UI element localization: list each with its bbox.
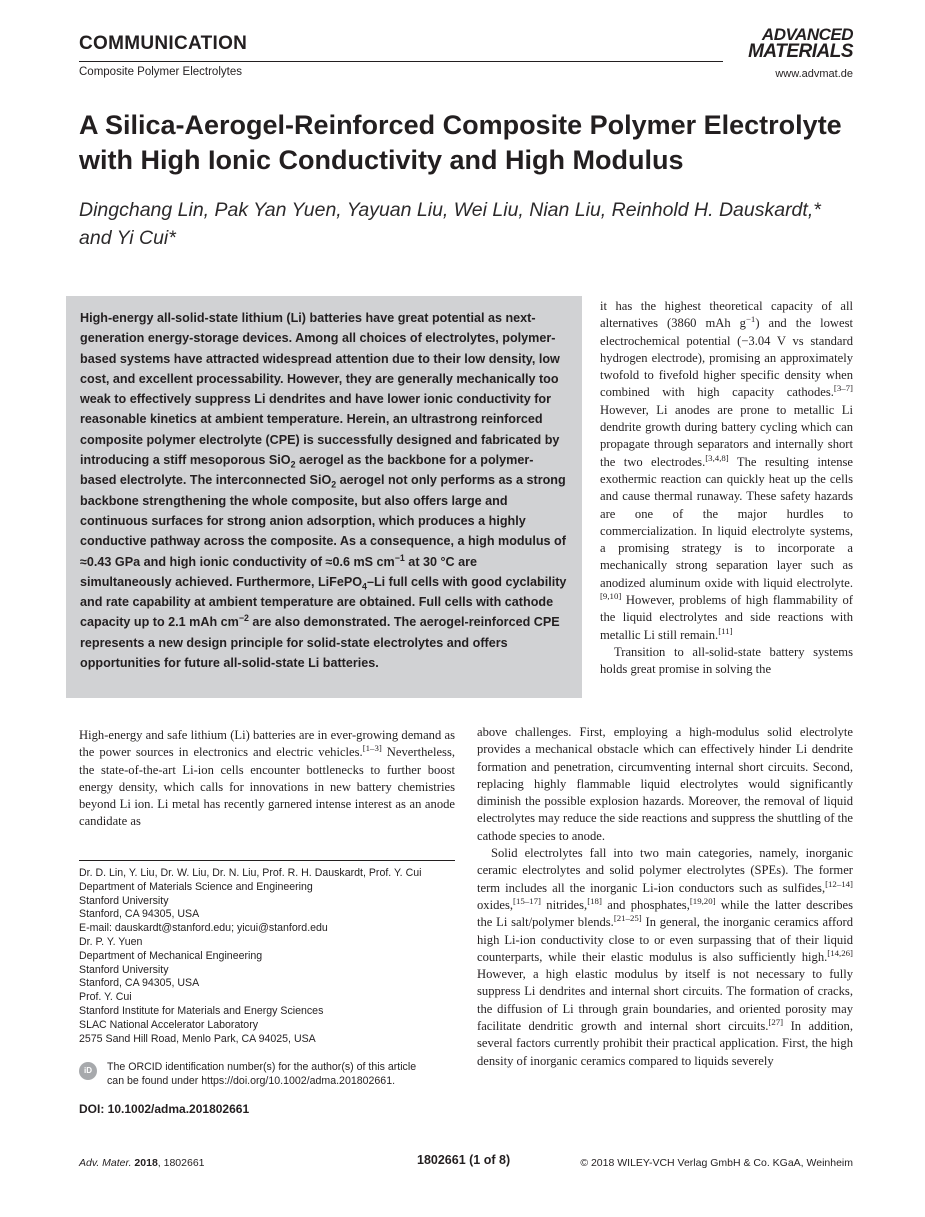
- citation-ref[interactable]: [11]: [718, 625, 733, 636]
- text-segment: oxides,: [477, 897, 514, 912]
- text-segment: In general, the inorganic ceramics afford high Li-ion conductivity close to or even surpassing that of their liquid counterparts, while their elastic modulus is also sufficiently high.: [477, 915, 853, 964]
- paragraph: [477, 845, 853, 1070]
- citation-ref[interactable]: [21–25]: [613, 913, 642, 924]
- journal-website[interactable]: www.advmat.de: [775, 68, 853, 80]
- doi-label[interactable]: DOI: 10.1002/adma.201802661: [79, 1102, 250, 1116]
- citation-ref[interactable]: [12–14]: [825, 878, 853, 889]
- affiliation-line: 2575 Sand Hill Road, Menlo Park, CA 94025, USA: [79, 1032, 316, 1045]
- paragraph: Transition to all-solid-state battery systems holds great promise in solving the: [600, 644, 853, 677]
- citation-ref[interactable]: [3–7]: [833, 383, 853, 394]
- journal-year: 2018: [131, 1157, 158, 1169]
- email-line[interactable]: E-mail: dauskardt@stanford.edu; yicui@stanford.edu: [79, 922, 328, 935]
- paragraph: [79, 727, 455, 831]
- affiliation-rule: [79, 860, 455, 861]
- abstract-segment: High-energy all-solid-state lithium (Li) batteries have great potential as next-generation energy-storage devices. Among all choices of electrolytes, polymer-based systems have attracted widespread attention due to their low density, low cost, and excellent processability. However, they are generally mechanically too weak to effectively suppress Li dendrites and have lower ionic conductivity for reasonable kinetics at ambient temperature. Herein, an ultrastrong reinforced composite polymer electrolyte (CPE) is successfully designed and fabricated by introducing a stiff mesoporous SiO: [80, 311, 560, 468]
- affiliation-line: SLAC National Accelerator Laboratory: [79, 1018, 259, 1031]
- orcid-line-1: The ORCID identification number(s) for the author(s) of this article: [107, 1061, 417, 1073]
- article-number: , 1802661: [157, 1157, 205, 1169]
- section-topic: Composite Polymer Electrolytes: [79, 66, 242, 78]
- affiliations: [79, 867, 459, 1046]
- affiliation-line: Stanford Institute for Materials and Energy Sciences: [79, 1004, 324, 1017]
- superscript: −2: [238, 613, 249, 624]
- orcid-icon: iD: [79, 1062, 97, 1080]
- citation-ref[interactable]: [14,26]: [827, 947, 853, 958]
- citation-ref[interactable]: [19,20]: [689, 895, 716, 906]
- superscript: −1: [745, 314, 756, 325]
- text-segment: However, problems of high flammability of the liquid electrolytes and side reactions with metallic Li still remain.: [600, 593, 853, 642]
- text-segment: it has the highest theoretical capacity of all alternatives (3860 mAh g: [600, 299, 853, 331]
- affiliation-line: Dr. D. Lin, Y. Liu, Dr. W. Liu, Dr. N. Liu, Prof. R. H. Dauskardt, Prof. Y. Cui: [79, 867, 422, 879]
- subscript: 2: [331, 479, 337, 490]
- copyright-notice: © 2018 WILEY-VCH Verlag GmbH & Co. KGaA, Weinheim: [580, 1157, 853, 1169]
- abstract-text: [80, 308, 568, 673]
- affiliation-line: Stanford, CA 94305, USA: [79, 908, 200, 921]
- affiliation-line: Department of Mechanical Engineering: [79, 949, 263, 962]
- affiliation-line: Dr. P. Y. Yuen: [79, 935, 143, 948]
- text-segment: In addition, several factors currently prohibit their practical application. First, the high density of inorganic ceramics compared to liquids severely: [477, 1019, 853, 1068]
- text-segment: while the latter describes the Li salt/polymer blends.: [477, 897, 853, 930]
- abstract-segment: –Li full cells with good cyclability and rate capability at ambient temperature are obtained. Full cells with cathode capacity up to 2.1 mAh cm: [80, 574, 567, 630]
- body-left: [79, 727, 455, 831]
- subscript: 2: [290, 459, 296, 470]
- orcid-note: [107, 1061, 467, 1089]
- header-rule: [79, 61, 723, 62]
- citation-ref[interactable]: [3,4,8]: [705, 452, 729, 463]
- author-list: [79, 196, 869, 252]
- citation-ref[interactable]: [9,10]: [600, 590, 622, 601]
- abstract-box: [66, 296, 582, 698]
- page-number: 1802661 (1 of 8): [417, 1153, 511, 1167]
- body-right-bottom: [477, 724, 853, 1070]
- text-segment: Nevertheless, the state-of-the-art Li-ion cells encounter bottlenecks to further boost energy density, which calls for innovations in new battery chemistries beyond Li ion. Li metal has recently garnered intense interest as an anode candidate as: [79, 745, 455, 829]
- abstract-segment: aerogel as the backbone for a polymer-based electrolyte. The interconnected SiO: [80, 453, 534, 488]
- journal-name: Adv. Mater.: [79, 1157, 132, 1169]
- title-line-1: A Silica-Aerogel-Reinforced Composite Polymer Electrolyte: [79, 110, 842, 140]
- authors-line-1: Dingchang Lin, Pak Yan Yuen, Yayuan Liu, Wei Liu, Nian Liu, Reinhold H. Dauskardt,*: [79, 199, 821, 221]
- text-segment: and phosphates,: [601, 897, 690, 912]
- abstract-segment: aerogel not only performs as a strong backbone strengthening the whole composite, but also offers large and continuous surfaces for strong anion adsorption, which produces a highly conductive pathway across the composite. As a consequence, a high modulus of ≈0.43 GPa and high ionic conductivity of ≈0.6 mS cm: [80, 473, 566, 569]
- affiliation-line: Prof. Y. Cui: [79, 991, 132, 1004]
- superscript: −1: [394, 552, 405, 563]
- logo-line-2: MATERIALS: [748, 41, 853, 62]
- abstract-segment: at 30 °C are simultaneously achieved. Furthermore, LiFePO: [80, 554, 478, 589]
- text-segment: However, a high elastic modulus by itself is not necessary to fully suppress Li dendrites and internal short circuits. The formation of cracks, the diffusion of Li through grain boundaries, and oriented porosity may facilitate dendritic growth and internal short circuits.: [477, 967, 853, 1034]
- journal-logo: [731, 26, 853, 64]
- orcid-line-2[interactable]: can be found under https://doi.org/10.1002/adma.201802661.: [107, 1074, 396, 1087]
- text-segment: ) and the lowest electrochemical potential (−3.04 V vs standard hydrogen electrode), promising an approximately twofold to fivefold higher specific density when combined with high capacity cathodes.: [600, 316, 853, 400]
- paragraph: [600, 298, 853, 644]
- citation-ref[interactable]: [15–17]: [513, 895, 541, 906]
- abstract-segment: are also demonstrated. The aerogel-reinforced CPE represents a new design principle for solid-state electrolytes and offers opportunities for future all-solid-state Li batteries.: [80, 615, 560, 671]
- affiliation-line: Stanford, CA 94305, USA: [79, 977, 200, 990]
- affiliation-line: Department of Materials Science and Engineering: [79, 880, 313, 893]
- citation-ref[interactable]: [27]: [768, 1016, 784, 1027]
- citation-ref[interactable]: [18]: [587, 895, 602, 906]
- text-segment: Solid electrolytes fall into two main categories, namely, inorganic ceramic electrolytes and solid polymer electrolytes (SPEs). The former term includes all the inorganic Li-ion conductors such as sulfides,: [477, 846, 853, 895]
- title-line-2: with High Ionic Conductivity and High Modulus: [79, 145, 684, 175]
- affiliation-line: Stanford University: [79, 894, 169, 907]
- text-segment: High-energy and safe lithium (Li) batteries are in ever-growing demand as the power sources in electronics and electric vehicles.: [79, 728, 455, 760]
- citation-ref[interactable]: [1–3]: [362, 743, 382, 754]
- article-type-label: COMMUNICATION: [79, 33, 248, 54]
- text-segment: The resulting intense exothermic reaction can quickly heat up the cells and cause thermal runaway. These safety hazards are one of the major hurdles to commercialization. In liquid electrolyte systems, a promising strategy is to incorporate a mechanically strong separation layer such as anodized aluminum oxide with liquid electrolyte.: [600, 454, 853, 590]
- text-segment: However, Li anodes are prone to metallic Li dendrite growth during battery cycling which can propagate through separators and internally short the two electrodes.: [600, 402, 853, 469]
- authors-line-2: and Yi Cui*: [79, 227, 176, 249]
- body-right-top: [600, 298, 853, 679]
- affiliation-line: Stanford University: [79, 963, 169, 976]
- footer-citation: [79, 1157, 205, 1169]
- subscript: 4: [362, 581, 367, 592]
- text-segment: nitrides,: [540, 897, 588, 912]
- paragraph: above challenges. First, employing a high-modulus solid electrolyte provides a mechanical obstacle which can effectively hinder Li dendrite formation and penetration, circumventing internal short circuits. Second, replacing highly flammable liquid electrolytes would significantly diminish the possible explosion hazards. Moreover, the removal of liquid electrolytes may reduce the side reactions and suppress the shuttling of the cathode species to anode.: [477, 725, 853, 843]
- article-title: [79, 108, 869, 178]
- logo-line-1: ADVANCED: [761, 25, 853, 44]
